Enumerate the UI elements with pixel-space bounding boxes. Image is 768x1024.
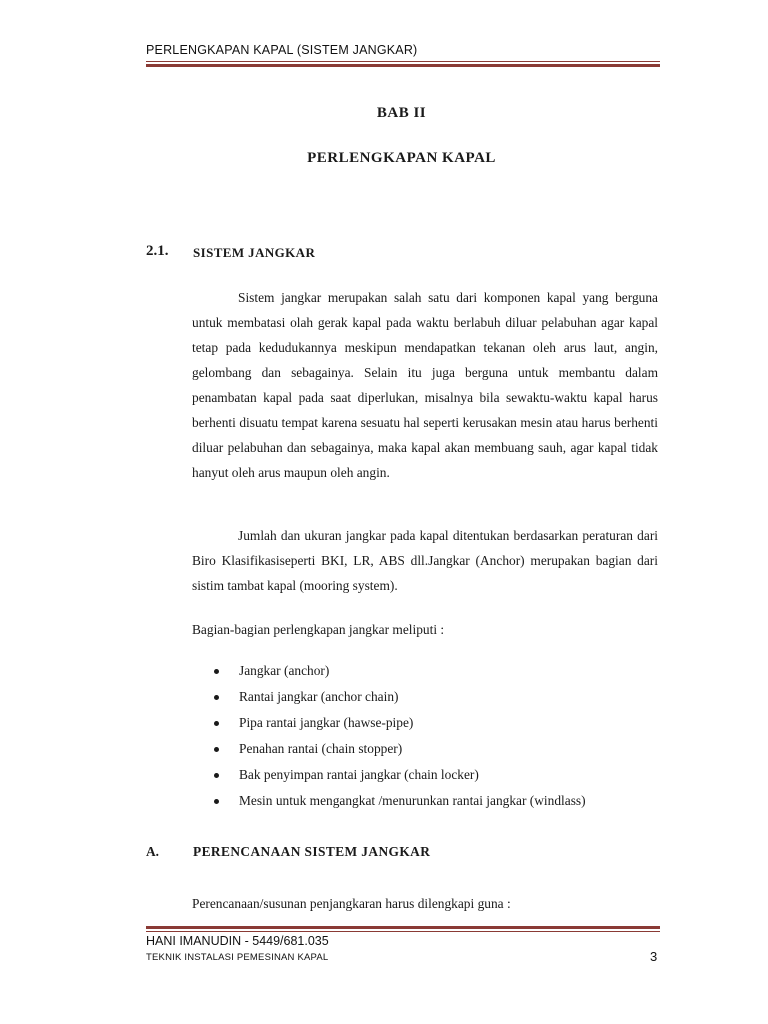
list-item (192, 658, 586, 684)
section-title: SISTEM JANGKAR (193, 245, 316, 260)
list-intro: Bagian-bagian perlengkapan jangkar meliputi : (192, 622, 445, 637)
body-paragraph-1: Sistem jangkar merupakan salah satu dari komponen kapal yang berguna untuk membatasi olah gerak kapal pada waktu berlabuh diluar pelabuhan agar kapal tetap pada kedudukannya meskipun mendapatkan tekanan oleh arus laut, angin, gelombang dan sebagainya. Selain itu juga berguna untuk membantu dalam penambatan kapal pada saat diperlukan, misalnya bila sewaktu-waktu kapal harus berhenti disuatu tempat karena sesuatu hal seperti kerusakan mesin atau harus berhenti diluar pelabuhan dan sebagainya, maka kapal akan membuang sauh, agar kapal tidak hanyut oleh arus maupun oleh angin. (192, 290, 658, 480)
bullet-icon (214, 799, 219, 804)
header-rule-thin (146, 61, 660, 62)
list-item (192, 788, 586, 814)
bullet-icon (214, 669, 219, 674)
list-item (192, 710, 586, 736)
list-item-text: Jangkar (anchor) (239, 663, 330, 678)
footer-rule-thin (146, 931, 660, 932)
list-item-text: Mesin untuk mengangkat /menurunkan rantai jangkar (windlass) (239, 793, 586, 808)
bullet-icon (214, 773, 219, 778)
footer-department: TEKNIK INSTALASI PEMESINAN KAPAL (146, 952, 329, 963)
bullet-icon (214, 695, 219, 700)
running-header: PERLENGKAPAN KAPAL (SISTEM JANGKAR) (146, 43, 418, 57)
footer-rule-thick (146, 926, 660, 929)
list-item (192, 762, 586, 788)
bullet-icon (214, 747, 219, 752)
bullet-icon (214, 721, 219, 726)
chapter-title: PERLENGKAPAN KAPAL (307, 150, 496, 166)
subsection-title: PERENCANAAN SISTEM JANGKAR (193, 844, 431, 859)
list-item-text: Rantai jangkar (anchor chain) (239, 689, 399, 704)
section-number: 2.1. (146, 243, 169, 259)
bullet-list (192, 658, 586, 814)
list-item-text: Penahan rantai (chain stopper) (239, 741, 403, 756)
subsection-letter: A. (146, 844, 160, 859)
page-number: 3 (650, 949, 658, 964)
chapter-label: BAB II (376, 105, 427, 121)
body-paragraph-2: Jumlah dan ukuran jangkar pada kapal ditentukan berdasarkan peraturan dari Biro Klasifikasiseperti BKI, LR, ABS dll.Jangkar (Anchor) merupakan bagian dari sistim tambat kapal (mooring system). (192, 528, 658, 593)
subsection-intro: Perencanaan/susunan penjangkaran harus dilengkapi guna : (192, 896, 511, 911)
list-item (192, 736, 586, 762)
list-item-text: Bak penyimpan rantai jangkar (chain locker) (239, 767, 479, 782)
list-item-text: Pipa rantai jangkar (hawse-pipe) (239, 715, 414, 730)
list-item (192, 684, 586, 710)
header-rule-thick (146, 64, 660, 67)
footer-author: HANI IMANUDIN - 5449/681.035 (146, 934, 329, 948)
